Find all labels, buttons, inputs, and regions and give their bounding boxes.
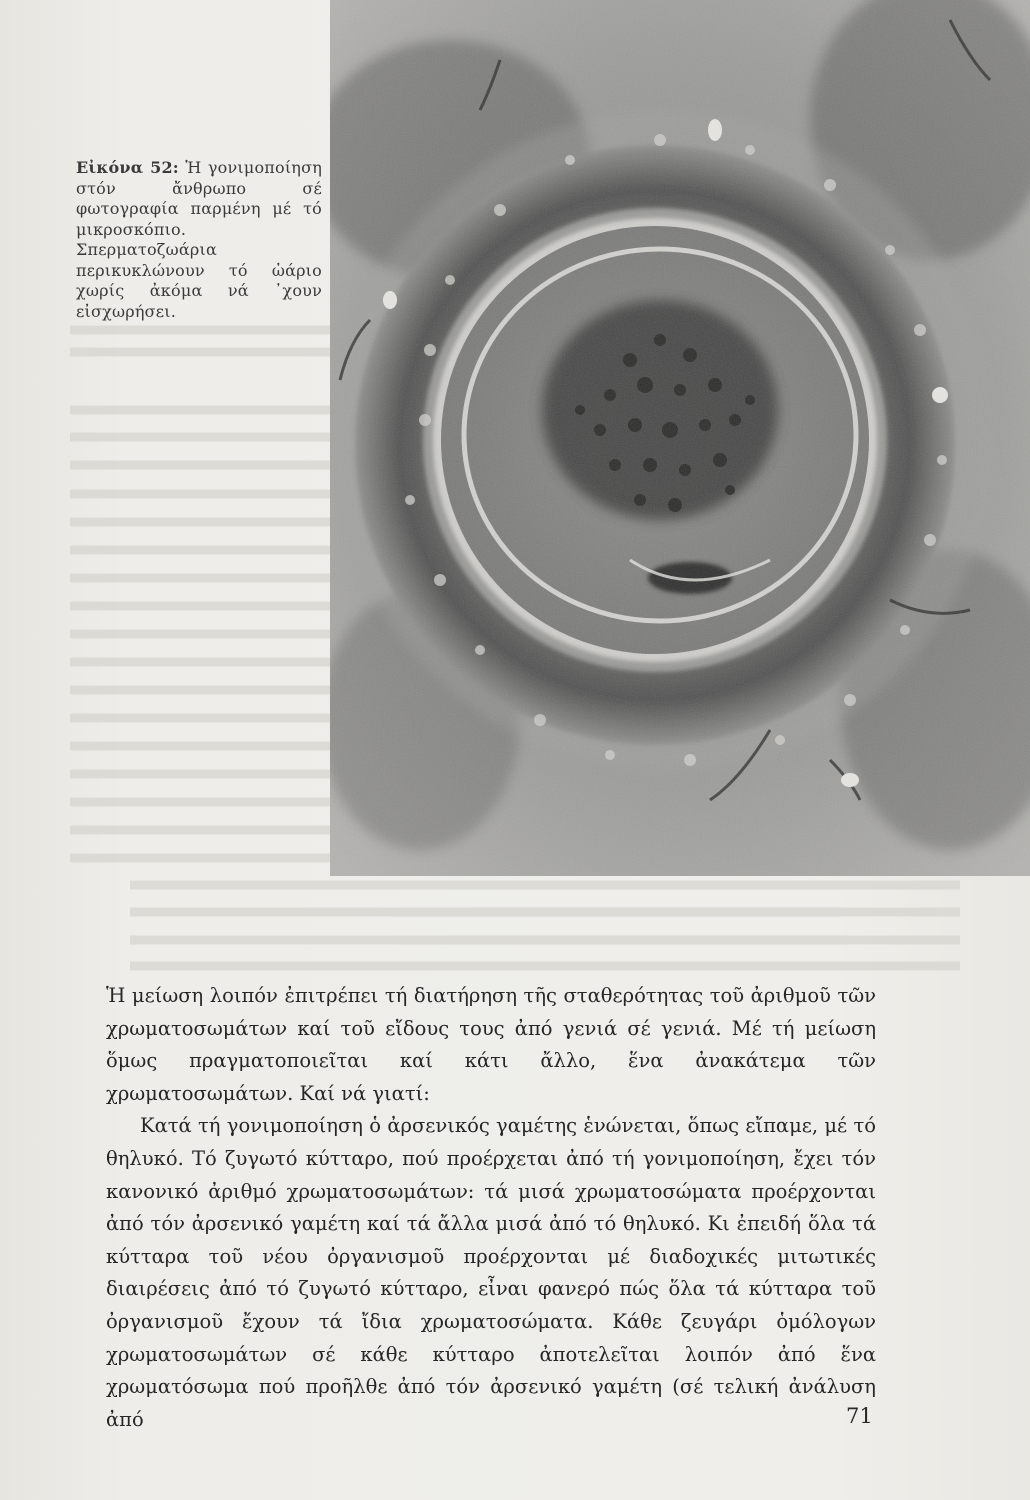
micrograph-photo xyxy=(330,0,1030,876)
page-number: 71 xyxy=(846,1404,873,1428)
body-text xyxy=(106,980,876,1436)
micrograph-image xyxy=(330,0,1030,876)
paragraph-1: Ἡ μείωση λοιπόν ἐπιτρέπει τή διατήρηση τῆς σταθερότητας τοῦ ἀριθμοῦ τῶν χρωματοσωμάτων καί τοῦ εἴδους τους ἀπό γενιά σέ γενιά. Μέ τή μείωση ὅμως πραγματοποιεῖται καί κάτι ἄλλο, ἕνα ἀνακάτεμα τῶν χρωματοσωμάτων. Καί νά γιατί: xyxy=(106,984,876,1105)
figure-caption xyxy=(76,158,322,322)
figure-caption-text: Ἡ γονιμοποίηση στόν ἄνθρωπο σέ φωτογραφία παρμένη μέ τό μικροσκόπιο. Σπερματοζωάρια περικυκλώνουν τό ὠάριο χωρίς ἀκόμα νά ᾽χουν εἰσχωρήσει. xyxy=(76,158,322,321)
figure-label: Εἰκόνα 52: xyxy=(76,158,179,177)
paragraph-2: Κατά τή γονιμοποίηση ὁ ἀρσενικός γαμέτης ἑνώνεται, ὅπως εἴπαμε, μέ τό θηλυκό. Τό ζυγωτό κύτταρο, πού προέρχεται ἀπό τή γονιμοποίηση, ἔχει τόν κανονικό ἀριθμό χρωματοσωμάτων: τά μισά χρωματοσώματα προέρχονται ἀπό τόν ἀρσενικό γαμέτη καί τά ἄλλα μισά ἀπό τό θηλυκό. Κι ἐπειδή ὅλα τά κύτταρα τοῦ νέου ὀργανισμοῦ προέρχονται μέ διαδοχικές μιτωτικές διαιρέσεις ἀπό τό ζυγωτό κύτταρο, εἶναι φανερό πώς ὅλα τά κύτταρα τοῦ ὀργανισμοῦ ἔχουν τά ἴδια χρωματοσώματα. Κάθε ζευγάρι ὁμόλογων χρωματοσωμάτων σέ κάθε κύτταρο ἀποτελεῖται λοιπόν ἀπό ἕνα χρωματόσωμα πού προῆλθε ἀπό τόν ἀρσενικό γαμέτη (σέ τελική ἀνάλυση ἀπό xyxy=(106,1114,876,1431)
